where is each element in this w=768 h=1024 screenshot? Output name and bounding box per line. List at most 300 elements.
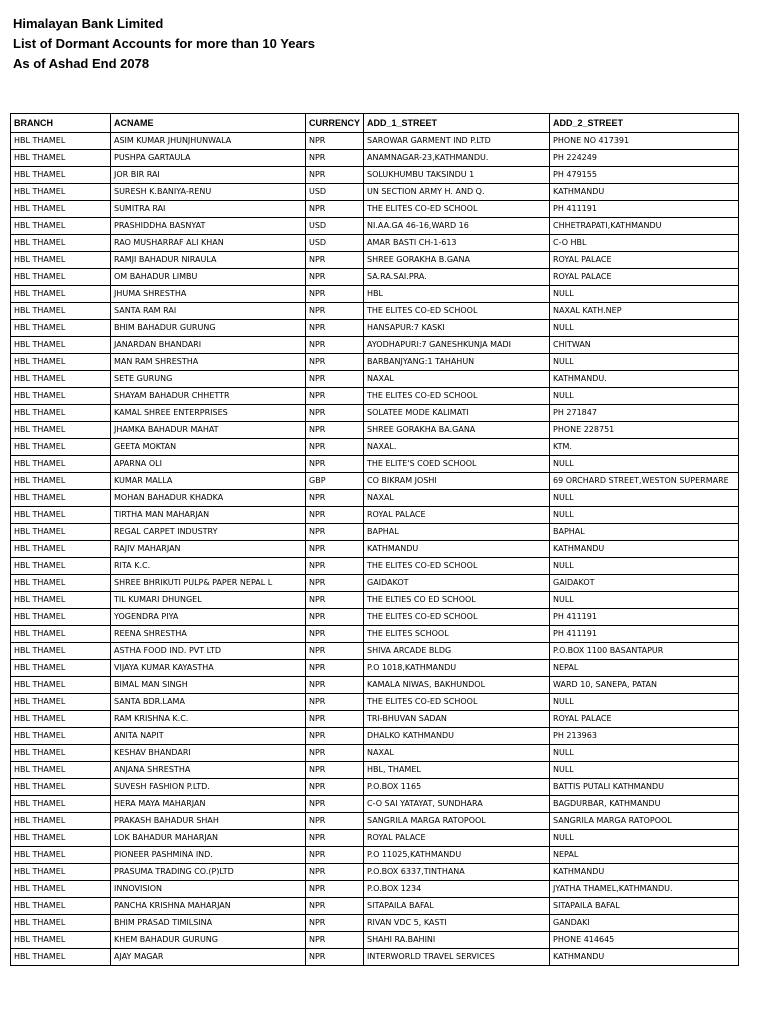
branch-cell: HBL THAMEL [11,813,111,830]
add-2-street-cell: PH 479155 [550,167,739,184]
table-row [11,643,739,660]
branch-cell: HBL THAMEL [11,303,111,320]
acname-cell: ANJANA SHRESTHA [111,762,306,779]
acname-cell: TIRTHA MAN MAHARJAN [111,507,306,524]
add-2-street-cell: KATHMANDU [550,184,739,201]
acname-cell: BHIM BAHADUR GURUNG [111,320,306,337]
acname-cell: RAO MUSHARRAF ALI KHAN [111,235,306,252]
branch-cell: HBL THAMEL [11,949,111,966]
add-1-street-cell: CO BIKRAM JOSHI [364,473,550,490]
acname-cell: JHUMA SHRESTHA [111,286,306,303]
table-row [11,473,739,490]
acname-cell: PUSHPA GARTAULA [111,150,306,167]
acname-cell: AJAY MAGAR [111,949,306,966]
currency-cell: NPR [306,405,364,422]
add-1-street-cell: THE ELTIES CO ED SCHOOL [364,592,550,609]
acname-cell: RITA K.C. [111,558,306,575]
acname-cell: PRASUMA TRADING CO.(P)LTD [111,864,306,881]
add-1-street-cell: P.O 11025,KATHMANDU [364,847,550,864]
add-2-street-cell: PHONE 228751 [550,422,739,439]
acname-cell: JOR BIR RAI [111,167,306,184]
add-1-street-cell: NI.AA.GA 46-16,WARD 16 [364,218,550,235]
branch-cell: HBL THAMEL [11,677,111,694]
branch-cell: HBL THAMEL [11,575,111,592]
currency-cell: NPR [306,541,364,558]
add-1-street-cell: ROYAL PALACE [364,830,550,847]
branch-cell: HBL THAMEL [11,847,111,864]
acname-cell: REENA SHRESTHA [111,626,306,643]
add-2-street-cell: PH 213963 [550,728,739,745]
acname-cell: KUMAR MALLA [111,473,306,490]
acname-cell: KESHAV BHANDARI [111,745,306,762]
currency-cell: NPR [306,762,364,779]
branch-cell: HBL THAMEL [11,133,111,150]
bank-name: Himalayan Bank Limited [13,16,164,31]
table-row [11,252,739,269]
acname-cell: TIL KUMARI DHUNGEL [111,592,306,609]
currency-cell: NPR [306,371,364,388]
branch-cell: HBL THAMEL [11,252,111,269]
add-2-street-cell: KATHMANDU [550,541,739,558]
acname-cell: KHEM BAHADUR GURUNG [111,932,306,949]
table-row [11,541,739,558]
add-1-street-cell: SHREE GORAKHA BA.GANA [364,422,550,439]
add-1-street-cell: TRI-BHUVAN SADAN [364,711,550,728]
table-row [11,949,739,966]
branch-cell: HBL THAMEL [11,201,111,218]
add-2-street-cell: WARD 10, SANEPA, PATAN [550,677,739,694]
table-row [11,456,739,473]
add-1-street-cell: THE ELITE'S COED SCHOOL [364,456,550,473]
add-2-street-cell: KATHMANDU [550,864,739,881]
table-row [11,881,739,898]
column-header-currency: CURRENCY [306,114,364,133]
add-2-street-cell: NULL [550,592,739,609]
column-header-acname: ACNAME [111,114,306,133]
add-1-street-cell: RIVAN VDC 5, KASTI [364,915,550,932]
table-row [11,218,739,235]
branch-cell: HBL THAMEL [11,371,111,388]
acname-cell: HERA MAYA MAHARJAN [111,796,306,813]
add-1-street-cell: SOLUKHUMBU TAKSINDU 1 [364,167,550,184]
currency-cell: NPR [306,864,364,881]
column-header-add-1-street: ADD_1_STREET [364,114,550,133]
document-title: List of Dormant Accounts for more than 10 Years [13,36,315,51]
add-1-street-cell: SAROWAR GARMENT IND P.LTD [364,133,550,150]
currency-cell: NPR [306,558,364,575]
add-2-street-cell: 69 ORCHARD STREET,WESTON SUPERMARE [550,473,739,490]
add-2-street-cell: NULL [550,762,739,779]
table-row [11,609,739,626]
add-2-street-cell: BATTIS PUTALI KATHMANDU [550,779,739,796]
add-2-street-cell: NULL [550,507,739,524]
acname-cell: YOGENDRA PIYA [111,609,306,626]
add-1-street-cell: P.O.BOX 1234 [364,881,550,898]
acname-cell: PRAKASH BAHADUR SHAH [111,813,306,830]
add-2-street-cell: SANGRILA MARGA RATOPOOL [550,813,739,830]
branch-cell: HBL THAMEL [11,184,111,201]
branch-cell: HBL THAMEL [11,694,111,711]
add-2-street-cell: NULL [550,745,739,762]
add-2-street-cell: NULL [550,354,739,371]
table-row [11,847,739,864]
add-1-street-cell: THE ELITES CO-ED SCHOOL [364,694,550,711]
branch-cell: HBL THAMEL [11,915,111,932]
table-row [11,728,739,745]
add-1-street-cell: C-O SAI YATAYAT, SUNDHARA [364,796,550,813]
column-header-branch: BRANCH [11,114,111,133]
branch-cell: HBL THAMEL [11,354,111,371]
table-row [11,711,739,728]
table-row [11,677,739,694]
table-row [11,388,739,405]
table-row [11,915,739,932]
table-row [11,796,739,813]
acname-cell: SHAYAM BAHADUR CHHETTR [111,388,306,405]
acname-cell: PRASHIDDHA BASNYAT [111,218,306,235]
add-2-street-cell: BAPHAL [550,524,739,541]
currency-cell: NPR [306,575,364,592]
branch-cell: HBL THAMEL [11,439,111,456]
currency-cell: NPR [306,439,364,456]
add-1-street-cell: HANSAPUR:7 KASKI [364,320,550,337]
branch-cell: HBL THAMEL [11,405,111,422]
currency-cell: NPR [306,830,364,847]
currency-cell: NPR [306,796,364,813]
currency-cell: NPR [306,337,364,354]
currency-cell: NPR [306,269,364,286]
add-1-street-cell: AMAR BASTI CH-1-613 [364,235,550,252]
add-1-street-cell: SANGRILA MARGA RATOPOOL [364,813,550,830]
add-1-street-cell: NAXAL [364,371,550,388]
acname-cell: KAMAL SHREE ENTERPRISES [111,405,306,422]
branch-cell: HBL THAMEL [11,286,111,303]
branch-cell: HBL THAMEL [11,881,111,898]
acname-cell: PANCHA KRISHNA MAHARJAN [111,898,306,915]
currency-cell: NPR [306,490,364,507]
currency-cell: NPR [306,592,364,609]
add-1-street-cell: P.O.BOX 1165 [364,779,550,796]
table-row [11,830,739,847]
table-row [11,337,739,354]
branch-cell: HBL THAMEL [11,235,111,252]
add-2-street-cell: NULL [550,830,739,847]
acname-cell: ASIM KUMAR JHUNJHUNWALA [111,133,306,150]
currency-cell: NPR [306,422,364,439]
add-2-street-cell: NEPAL [550,847,739,864]
acname-cell: ANITA NAPIT [111,728,306,745]
add-2-street-cell: ROYAL PALACE [550,711,739,728]
acname-cell: SURESH K.BANIYA-RENU [111,184,306,201]
branch-cell: HBL THAMEL [11,473,111,490]
table-row [11,133,739,150]
add-2-street-cell: KATHMANDU. [550,371,739,388]
currency-cell: NPR [306,847,364,864]
document-header [13,14,315,74]
branch-cell: HBL THAMEL [11,609,111,626]
table-row [11,694,739,711]
branch-cell: HBL THAMEL [11,269,111,286]
acname-cell: PIONEER PASHMINA IND. [111,847,306,864]
add-2-street-cell: PH 271847 [550,405,739,422]
branch-cell: HBL THAMEL [11,150,111,167]
add-1-street-cell: BAPHAL [364,524,550,541]
branch-cell: HBL THAMEL [11,932,111,949]
add-1-street-cell: AYODHAPURI:7 GANESHKUNJA MADI [364,337,550,354]
branch-cell: HBL THAMEL [11,643,111,660]
currency-cell: USD [306,218,364,235]
table-row [11,184,739,201]
table-row [11,932,739,949]
add-2-street-cell: KTM. [550,439,739,456]
currency-cell: NPR [306,388,364,405]
table-row [11,779,739,796]
acname-cell: SETE GURUNG [111,371,306,388]
table-row [11,507,739,524]
acname-cell: INNOVISION [111,881,306,898]
acname-cell: BIMAL MAN SINGH [111,677,306,694]
currency-cell: USD [306,235,364,252]
add-2-street-cell: PH 411191 [550,626,739,643]
add-1-street-cell: P.O 1018,KATHMANDU [364,660,550,677]
branch-cell: HBL THAMEL [11,745,111,762]
table-header-row [11,114,739,133]
table-row [11,439,739,456]
currency-cell: NPR [306,133,364,150]
currency-cell: NPR [306,286,364,303]
branch-cell: HBL THAMEL [11,830,111,847]
acname-cell: BHIM PRASAD TIMILSINA [111,915,306,932]
currency-cell: NPR [306,915,364,932]
table-row [11,898,739,915]
table-row [11,592,739,609]
currency-cell: NPR [306,660,364,677]
currency-cell: NPR [306,456,364,473]
table-row [11,405,739,422]
currency-cell: NPR [306,320,364,337]
as-of-date: As of Ashad End 2078 [13,56,150,71]
table-row [11,354,739,371]
currency-cell: NPR [306,609,364,626]
table-row [11,371,739,388]
currency-cell: NPR [306,252,364,269]
add-2-street-cell: SITAPAILA BAFAL [550,898,739,915]
add-2-street-cell: NULL [550,558,739,575]
currency-cell: NPR [306,626,364,643]
table-row [11,167,739,184]
add-1-street-cell: UN SECTION ARMY H. AND Q. [364,184,550,201]
add-1-street-cell: GAIDAKOT [364,575,550,592]
add-2-street-cell: NULL [550,694,739,711]
add-1-street-cell: KAMALA NIWAS, BAKHUNDOL [364,677,550,694]
currency-cell: NPR [306,201,364,218]
add-2-street-cell: PH 224249 [550,150,739,167]
add-1-street-cell: INTERWORLD TRAVEL SERVICES [364,949,550,966]
table-row [11,660,739,677]
currency-cell: NPR [306,677,364,694]
add-1-street-cell: SHIVA ARCADE BLDG [364,643,550,660]
add-2-street-cell: CHHETRAPATI,KATHMANDU [550,218,739,235]
add-1-street-cell: SOLATEE MODE KALIMATI [364,405,550,422]
table-row [11,626,739,643]
branch-cell: HBL THAMEL [11,728,111,745]
add-1-street-cell: THE ELITES CO-ED SCHOOL [364,388,550,405]
branch-cell: HBL THAMEL [11,626,111,643]
add-2-street-cell: JYATHA THAMEL,KATHMANDU. [550,881,739,898]
add-2-street-cell: PHONE 414645 [550,932,739,949]
currency-cell: NPR [306,354,364,371]
branch-cell: HBL THAMEL [11,711,111,728]
add-1-street-cell: THE ELITES CO-ED SCHOOL [364,558,550,575]
currency-cell: NPR [306,813,364,830]
currency-cell: NPR [306,949,364,966]
add-1-street-cell: NAXAL [364,745,550,762]
acname-cell: RAMJI BAHADUR NIRAULA [111,252,306,269]
currency-cell: NPR [306,507,364,524]
add-1-street-cell: SHREE GORAKHA B.GANA [364,252,550,269]
table-row [11,303,739,320]
add-1-street-cell: KATHMANDU [364,541,550,558]
branch-cell: HBL THAMEL [11,864,111,881]
add-2-street-cell: NEPAL [550,660,739,677]
table-row [11,235,739,252]
currency-cell: NPR [306,694,364,711]
add-2-street-cell: ROYAL PALACE [550,269,739,286]
branch-cell: HBL THAMEL [11,337,111,354]
table-row [11,762,739,779]
branch-cell: HBL THAMEL [11,558,111,575]
acname-cell: GEETA MOKTAN [111,439,306,456]
currency-cell: NPR [306,167,364,184]
add-1-street-cell: HBL [364,286,550,303]
table-row [11,269,739,286]
add-2-street-cell: NULL [550,456,739,473]
add-2-street-cell: PHONE NO 417391 [550,133,739,150]
add-2-street-cell: NAXAL KATH.NEP [550,303,739,320]
add-2-street-cell: NULL [550,286,739,303]
currency-cell: NPR [306,643,364,660]
add-2-street-cell: ROYAL PALACE [550,252,739,269]
add-1-street-cell: THE ELITES SCHOOL [364,626,550,643]
branch-cell: HBL THAMEL [11,167,111,184]
branch-cell: HBL THAMEL [11,507,111,524]
add-1-street-cell: NAXAL [364,490,550,507]
branch-cell: HBL THAMEL [11,218,111,235]
add-1-street-cell: HBL, THAMEL [364,762,550,779]
acname-cell: SHREE BHRIKUTI PULP& PAPER NEPAL L [111,575,306,592]
acname-cell: REGAL CARPET INDUSTRY [111,524,306,541]
add-1-street-cell: DHALKO KATHMANDU [364,728,550,745]
acname-cell: ASTHA FOOD IND. PVT LTD [111,643,306,660]
branch-cell: HBL THAMEL [11,388,111,405]
acname-cell: JHAMKA BAHADUR MAHAT [111,422,306,439]
acname-cell: SUMITRA RAI [111,201,306,218]
acname-cell: SANTA BDR.LAMA [111,694,306,711]
acname-cell: LOK BAHADUR MAHARJAN [111,830,306,847]
table-row [11,575,739,592]
branch-cell: HBL THAMEL [11,796,111,813]
add-1-street-cell: SHAHI RA.BAHINI [364,932,550,949]
acname-cell: MOHAN BAHADUR KHADKA [111,490,306,507]
table-row [11,490,739,507]
add-2-street-cell: NULL [550,388,739,405]
branch-cell: HBL THAMEL [11,456,111,473]
add-2-street-cell: PH 411191 [550,609,739,626]
currency-cell: GBP [306,473,364,490]
acname-cell: JANARDAN BHANDARI [111,337,306,354]
acname-cell: RAJIV MAHARJAN [111,541,306,558]
branch-cell: HBL THAMEL [11,422,111,439]
acname-cell: APARNA OLI [111,456,306,473]
currency-cell: NPR [306,524,364,541]
acname-cell: VIJAYA KUMAR KAYASTHA [111,660,306,677]
currency-cell: NPR [306,150,364,167]
add-2-street-cell: P.O.BOX 1100 BASANTAPUR [550,643,739,660]
currency-cell: NPR [306,779,364,796]
add-1-street-cell: P.O.BOX 6337,TINTHANA [364,864,550,881]
add-2-street-cell: NULL [550,490,739,507]
table-row [11,320,739,337]
add-1-street-cell: SA.RA.SAI.PRA. [364,269,550,286]
add-1-street-cell: ANAMNAGAR-23,KATHMANDU. [364,150,550,167]
acname-cell: SUVESH FASHION P.LTD. [111,779,306,796]
add-2-street-cell: C-O HBL [550,235,739,252]
add-2-street-cell: KATHMANDU [550,949,739,966]
acname-cell: OM BAHADUR LIMBU [111,269,306,286]
currency-cell: NPR [306,711,364,728]
table-row [11,150,739,167]
acname-cell: MAN RAM SHRESTHA [111,354,306,371]
add-1-street-cell: THE ELITES CO-ED SCHOOL [364,201,550,218]
branch-cell: HBL THAMEL [11,524,111,541]
dormant-accounts-table [10,113,739,966]
currency-cell: NPR [306,881,364,898]
add-2-street-cell: PH 411191 [550,201,739,218]
acname-cell: SANTA RAM RAI [111,303,306,320]
add-2-street-cell: GANDAKI [550,915,739,932]
branch-cell: HBL THAMEL [11,320,111,337]
add-1-street-cell: SITAPAILA BAFAL [364,898,550,915]
branch-cell: HBL THAMEL [11,592,111,609]
branch-cell: HBL THAMEL [11,490,111,507]
acname-cell: RAM KRISHNA K.C. [111,711,306,728]
currency-cell: NPR [306,728,364,745]
branch-cell: HBL THAMEL [11,660,111,677]
add-2-street-cell: CHITWAN [550,337,739,354]
table-row [11,864,739,881]
table-row [11,286,739,303]
currency-cell: NPR [306,745,364,762]
branch-cell: HBL THAMEL [11,779,111,796]
add-1-street-cell: ROYAL PALACE [364,507,550,524]
add-1-street-cell: THE ELITES CO-ED SCHOOL [364,609,550,626]
currency-cell: NPR [306,303,364,320]
table-row [11,558,739,575]
add-2-street-cell: NULL [550,320,739,337]
column-header-add-2-street: ADD_2_STREET [550,114,739,133]
add-2-street-cell: BAGDURBAR, KATHMANDU [550,796,739,813]
branch-cell: HBL THAMEL [11,541,111,558]
table-row [11,524,739,541]
table-row [11,813,739,830]
add-1-street-cell: THE ELITES CO-ED SCHOOL [364,303,550,320]
currency-cell: NPR [306,898,364,915]
branch-cell: HBL THAMEL [11,898,111,915]
add-1-street-cell: BARBANJYANG:1 TAHAHUN [364,354,550,371]
add-2-street-cell: GAIDAKOT [550,575,739,592]
table-row [11,745,739,762]
table-row [11,422,739,439]
